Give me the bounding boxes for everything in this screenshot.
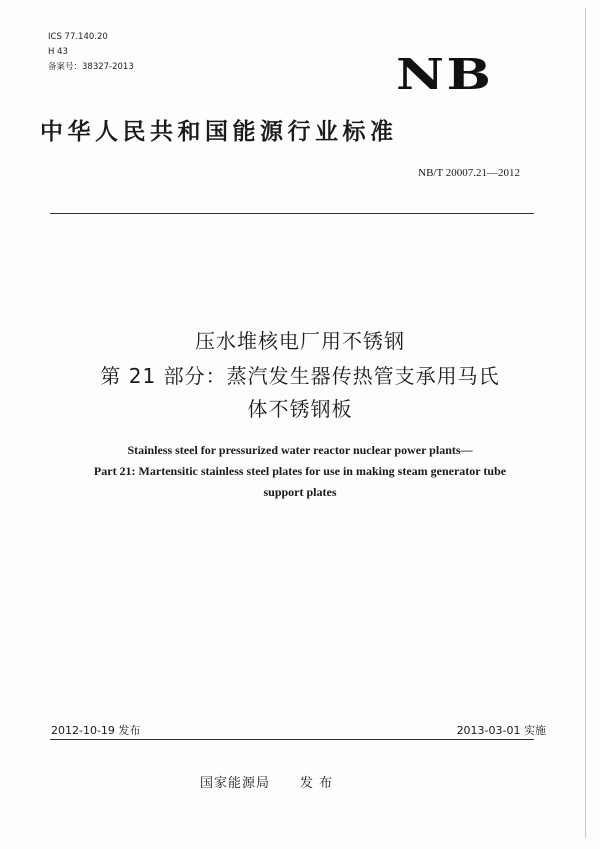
title-cn-line-1: 压水堆核电厂用不锈钢 [195, 329, 405, 353]
classification-code: H 43 [48, 47, 68, 57]
standard-code: NB/T 20007.21—2012 [418, 167, 520, 179]
scan-border [585, 8, 586, 838]
standard-category-title: 中华人民共和国能源行业标准 [40, 119, 398, 145]
title-en [30, 440, 570, 503]
nb-logo: NB [396, 50, 494, 99]
title-cn-line-3: 体不锈钢板 [247, 397, 353, 421]
title-en-line-3: support plates [263, 485, 337, 499]
record-number: 备案号：38327-2013 [48, 62, 134, 72]
issuer [200, 772, 333, 791]
header-divider [50, 213, 534, 214]
title-cn-line-2: 第 21 部分：蒸汽发生器传热管支承用马氏 [100, 364, 500, 388]
implementation-date: 2013-03-01 实施 [456, 724, 546, 737]
footer-divider [50, 739, 534, 740]
title-en-line-1: Stainless steel for pressurized water reactor nuclear power plants— [127, 443, 473, 457]
issue-date: 2012-10-19 发布 [51, 724, 141, 737]
issuer-name: 国家能源局 [200, 776, 271, 791]
classification-block [48, 30, 134, 75]
title-en-line-2: Part 21: Martensitic stainless steel plates for use in making steam generator tube [93, 464, 507, 478]
issuer-action: 发 布 [300, 776, 334, 791]
ics-code: ICS 77.140.20 [48, 32, 108, 42]
